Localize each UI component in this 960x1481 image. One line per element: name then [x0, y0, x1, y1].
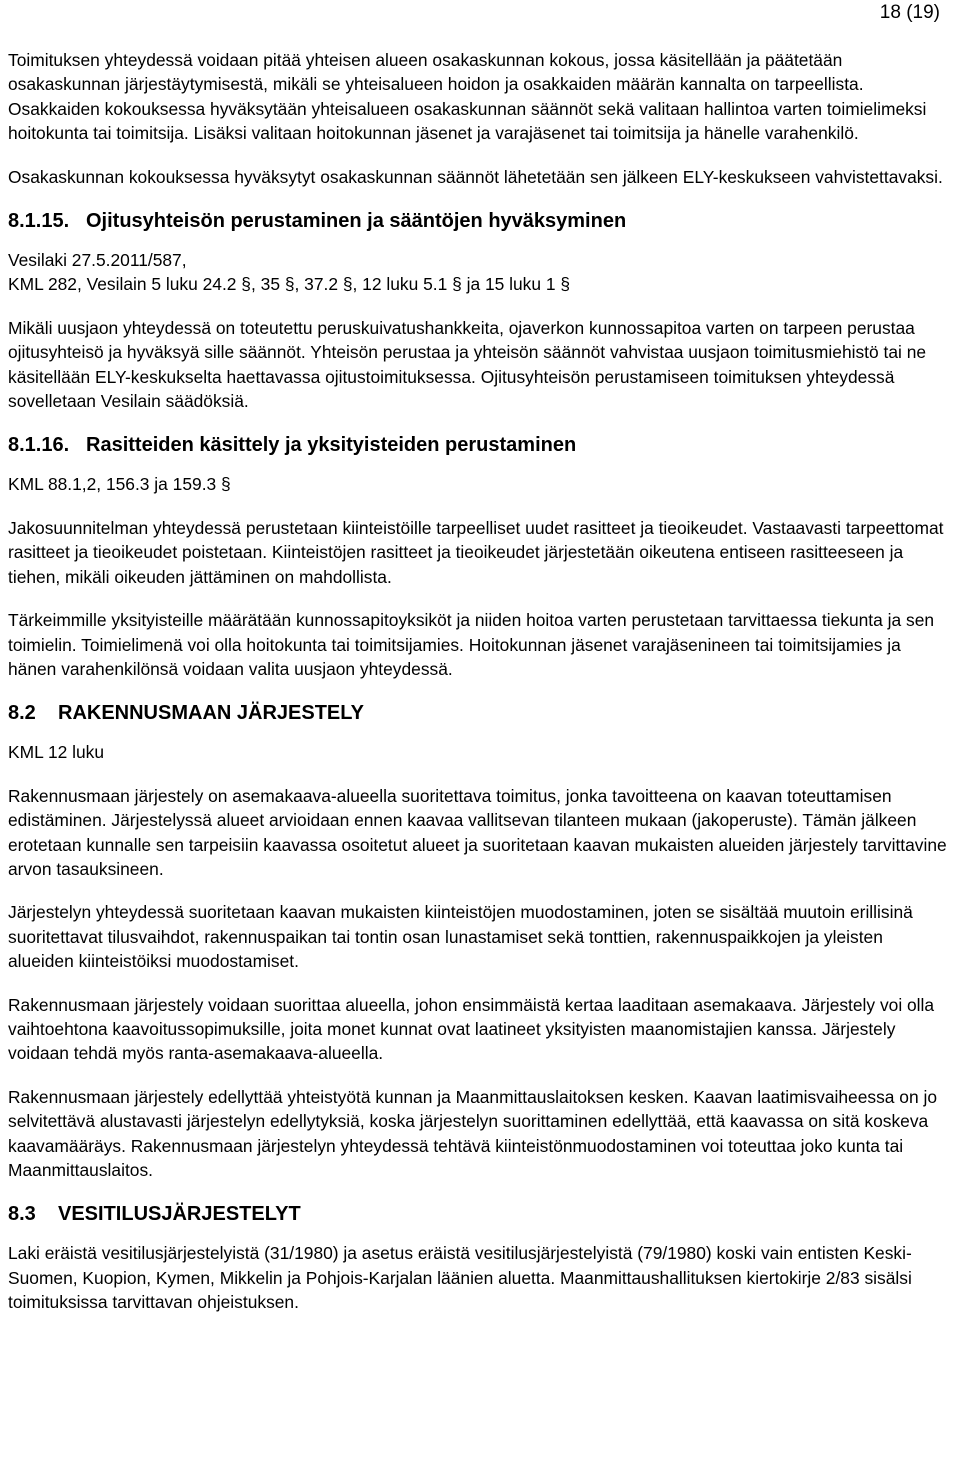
document-body [8, 48, 953, 1334]
paragraph: Rakennusmaan järjestely on asemakaava-alueella suoritettava toimitus, jonka tavoitteena on kaavan toteuttamisen edistäminen. Järjestelyssä alueet arvioidaan ennen kaavaa vallitsevan tilanteen mukaan (jakoperuste). Tämän jälkeen erotetaan kunnalle sen tarpeisiin kaavassa osoitetut alueet ja suoritetaan kaavan mukaisten alueiden järjestely tarvittavine arvon tasauksineen. [8, 785, 947, 879]
paragraph: Rakennusmaan järjestely voidaan suorittaa alueella, johon ensimmäistä kertaa laaditaan asemakaava. Järjestely voi olla vaihtoehtona kaavoitussopimuksille, joita monet kunnat ovat laatineet yksityisten maanomistajien kanssa. Järjestely voidaan tehdä myös ranta-asemakaava-alueella. [8, 994, 935, 1064]
paragraph: Mikäli uusjaon yhteydessä on toteutettu peruskuivatushankkeita, ojaverkon kunnossapitoa varten on tarpeen perustaa ojitusyhteisö ja hyväksyä sille säännöt. Yhteisön perustaa ja yhteisön säännöt vahvistaa uusjaon toimitusmiehistö tai ne käsitellään ELY-keskukselta haettavassa ojitustoimituksessa. Ojitusyhteisön perustamiseen toimituksen yhteydessä sovelletaan Vesilain säädöksiä. [8, 317, 927, 412]
section-heading-8-1-16 [8, 432, 953, 458]
paragraph: Toimituksen yhteydessä voidaan pitää yhteisen alueen osakaskunnan kokous, jossa käsitellään ja päätetään osakaskunnan järjestäytymisestä, mikäli se yhteisalueen hoidon ja osakkaiden määrän kannalta on tarpeellista. Osakkaiden kokouksessa hyväksytään yhteisalueen osakaskunnan säännöt sekä valitaan hallintoa varten toimielimeksi hoitokunta tai toimitsija. Lisäksi valitaan hoitokunnan jäsenet ja varajäsenet tai toimitsija ja hänelle varahenkilö. [8, 50, 927, 144]
legal-reference [8, 248, 953, 297]
page-number: 18 (19) [879, 2, 940, 23]
section-number: 8.2 [8, 702, 36, 725]
section-title: RAKENNUSMAAN JÄRJESTELY [58, 702, 364, 725]
paragraph: Tärkeimmille yksityisteille määrätään kunnossapitoyksiköt ja niiden hoitoa varten perustetaan tarvittaessa tiekunta ja sen toimielin. Toimielimenä voi olla hoitokunta tai toimitsijamies. Hoitokunnan jäsenet varajäsenineen tai toimitsijamies ja hänen varahenkilönsä voidaan valita uusjaon yhteydessä. [8, 610, 935, 679]
section-title: Ojitusyhteisön perustaminen ja sääntöjen hyväksyminen [86, 210, 627, 233]
section-heading-8-3 [8, 1201, 953, 1227]
paragraph: Osakaskunnan kokouksessa hyväksytyt osakaskunnan säännöt lähetetään sen jälkeen ELY-keskukseen vahvistettavaksi. [8, 166, 943, 187]
section-number: 8.1.15. [8, 210, 70, 233]
paragraph: Rakennusmaan järjestely edellyttää yhteistyötä kunnan ja Maanmittauslaitoksen kesken. Kaavan laatimisvaiheessa on jo selvitettävä alustavasti järjestelyn edellytyksiä, koska järjestelyn suorittaminen edellyttää, että kaavassa on sitä koskeva kaavamääräys. Rakennusmaan järjestelyn yhteydessä tehtävä kiinteistönmuodostaminen voi toteuttaa joko kunta tai Maanmittauslaitos. [8, 1086, 937, 1180]
section-number: 8.1.16. [8, 434, 70, 457]
paragraph: Jakosuunnitelman yhteydessä perustetaan kiinteistöille tarpeelliset uudet rasitteet ja tieoikeudet. Vastaavasti tarpeettomat rasitteet ja tieoikeudet poistetaan. Kiinteistöjen rasitteet ja tieoikeudet järjestetään oikeutena entiseen rasitteeseen ja tiehen, mikäli oikeuden jättäminen on mahdollista. [8, 517, 944, 587]
reference-line: Vesilaki 27.5.2011/587, [8, 250, 187, 271]
legal-reference: KML 88.1,2, 156.3 ja 159.3 § [8, 474, 231, 495]
section-title: Rasitteiden käsittely ja yksityisteiden perustaminen [86, 434, 577, 457]
reference-line: KML 282, Vesilain 5 luku 24.2 §, 35 §, 37.2 §, 12 luku 5.1 § ja 15 luku 1 § [8, 274, 571, 295]
section-heading-8-1-15 [8, 208, 953, 234]
paragraph: Järjestelyn yhteydessä suoritetaan kaavan mukaisten kiinteistöjen muodostaminen, joten se sisältää muutoin erillisinä suoritettavat tilusvaihdot, rakennuspaikan tai tontin osan lunastamiset sekä tonttien, rakennuspaikkojen ja yleisten alueiden kiinteistöiksi muodostamiset. [8, 902, 913, 972]
section-title: VESITILUSJÄRJESTELYT [58, 1203, 301, 1226]
section-number: 8.3 [8, 1203, 36, 1226]
section-heading-8-2 [8, 700, 953, 726]
legal-reference: KML 12 luku [8, 742, 105, 763]
paragraph: Laki eräistä vesitilusjärjestelyistä (31/1980) ja asetus eräistä vesitilusjärjestelyistä (79/1980) koski vain entisten Keski-Suomen, Kuopion, Kymen, Mikkelin ja Pohjois-Karjalan läänien aluetta. Maanmittaushallituksen kiertokirje 2/83 sisälsi toimituksissa tarvittavan ohjeistuksen. [8, 1243, 912, 1313]
